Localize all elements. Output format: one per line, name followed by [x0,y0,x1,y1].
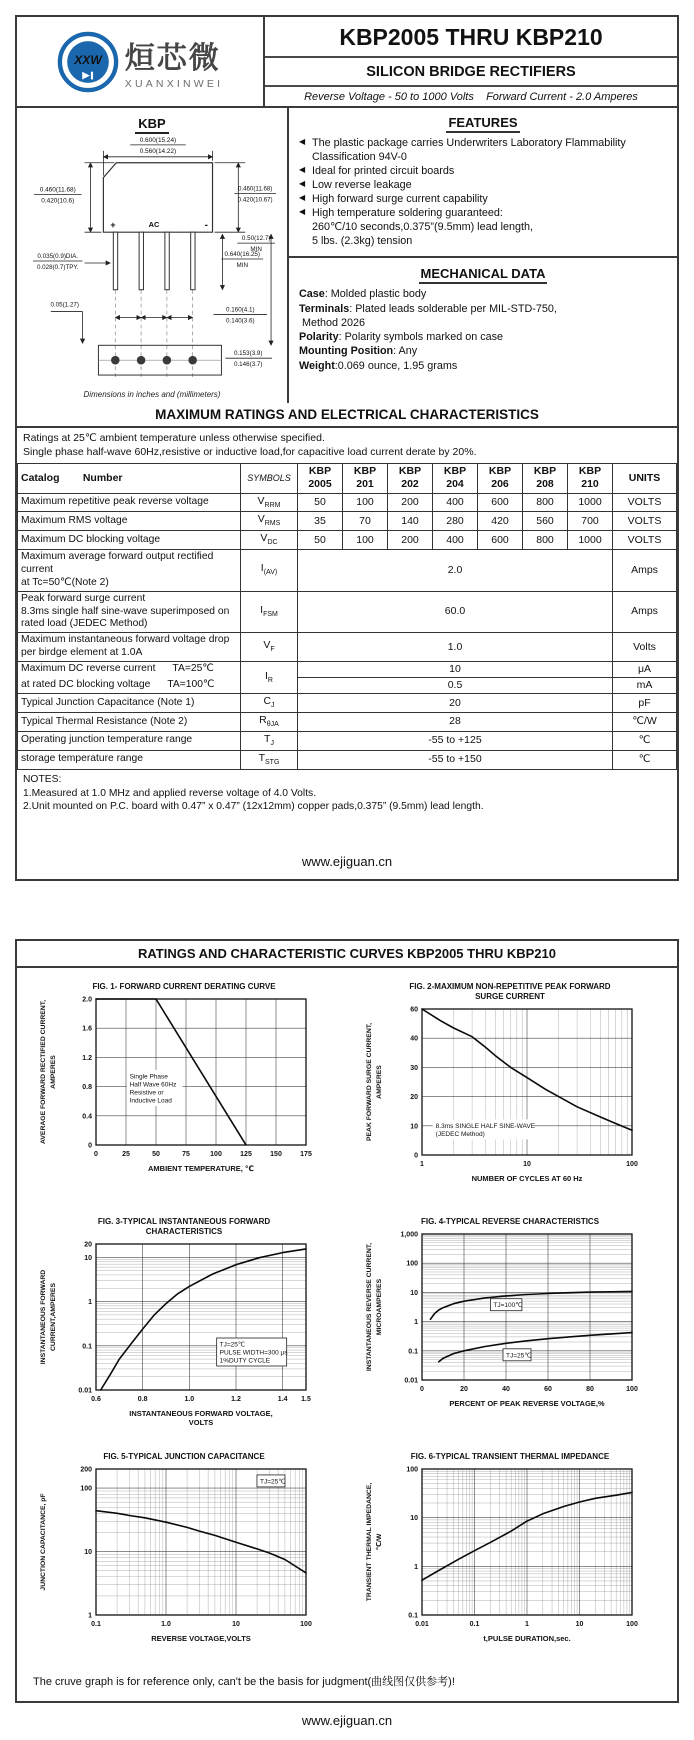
symbol-cell: $R_{\theta JA}$ [241,713,298,732]
svg-text:60: 60 [544,1386,552,1394]
units-cell: VOLTS [613,493,677,512]
value-cell: 600 [478,493,523,512]
svg-text:10: 10 [84,1255,92,1263]
units-cell: VOLTS [613,531,677,550]
parameter-cell: Maximum repetitive peak reverse voltage [18,493,241,512]
svg-text:Single Phase: Single Phase [129,1073,168,1081]
mechanical-data-line: Case: Molded plastic body [299,288,427,301]
svg-text:℃/W: ℃/W [376,1534,383,1551]
units-cell: Volts [613,633,677,662]
symbol-cell: $T_J$ [241,731,298,750]
mechanical-data-line: Weight:0.069 ounce, 1.95 grams [299,359,458,372]
top-section [17,108,677,403]
svg-text:60: 60 [410,1006,418,1014]
svg-text:2.0: 2.0 [82,996,92,1004]
svg-text:AVERAGE FORWARD RECTIFIED CURR: AVERAGE FORWARD RECTIFIED CURRENT, [40,1000,47,1145]
value-cell: 200 [388,493,433,512]
value-cell: 50 [298,531,343,550]
units-cell: VOLTS [613,512,677,531]
value-cell: 100 [343,531,388,550]
svg-text:40: 40 [502,1386,510,1394]
svg-text:40: 40 [410,1035,418,1043]
svg-text:25: 25 [122,1151,130,1159]
svg-text:1: 1 [414,1564,418,1572]
dim-pad-max: 0.153(3.9) [233,350,263,358]
value-cell: -55 to +125 [298,731,613,750]
svg-text:INSTANTANEOUS REVERSE CURRENT,: INSTANTANEOUS REVERSE CURRENT, [366,1243,373,1372]
table-row [18,713,677,732]
table-row [18,750,677,769]
table-row [18,633,677,662]
units-cell: mA [613,678,677,694]
characteristic-curves-grid [17,968,677,1663]
figure-title: FIG. 1- FORWARD CURRENT DERATING CURVE [92,982,276,992]
svg-text:80: 80 [586,1386,594,1394]
mechanical-data-line: Polarity: Polarity symbols marked on case [299,331,504,343]
svg-text:AMPERES: AMPERES [50,1055,57,1090]
col-header-device: KBP 206 [478,464,523,493]
disclaimer-text: The cruve graph is for reference only, can't be the basis for judgment(曲线图仅供参考)! [33,1676,455,1689]
dim-side-min: MIN [250,246,262,254]
svg-text:100: 100 [300,1621,312,1629]
value-cell: 600 [478,531,523,550]
ratings-tagline: Reverse Voltage - 50 to 1000 Volts Forward Current - 2.0 Amperes [304,91,638,103]
svg-text:0.6: 0.6 [91,1396,101,1404]
bullet-arrow-icon: ◀ [299,137,306,146]
table-row [18,591,677,633]
svg-text:10: 10 [523,1161,531,1169]
dim-offset: 0.05(1.27) [50,301,79,309]
value-cell: 1000 [568,531,613,550]
dim-right-max: 0.460(11.68) [237,185,273,193]
svg-text:TJ=25℃: TJ=25℃ [259,1478,286,1486]
dim-top-min: 0.560(14.22) [139,147,177,155]
col-header-device: KBP 208 [523,464,568,493]
table-row [18,662,677,678]
col-header-symbols: SYMBOLS [241,464,298,493]
svg-text:PERCENT OF PEAK REVERSE VOLTAG: PERCENT OF PEAK REVERSE VOLTAGE,% [449,1399,605,1409]
ratings-conditions: Ratings at 25℃ ambient temperature unless otherwise specified. Single phase half-wave 60Hz,resistive or inductive load,for capacitive load current derate by 20%. [23,432,477,459]
mechanical-data-line: Terminals: Plated leads solderable per MIL-STD-750, [299,302,557,315]
svg-text:0.1: 0.1 [408,1612,418,1620]
table-row [18,694,677,713]
svg-text:1: 1 [525,1621,529,1629]
units-cell: Amps [613,550,677,592]
figure-title: FIG. 4-TYPICAL REVERSE CHARACTERISTICS [420,1217,600,1227]
figure-fig1 [21,982,347,1203]
svg-text:10: 10 [410,1123,418,1131]
units-cell: μA [613,662,677,678]
value-cell: 1.0 [298,633,613,662]
parameter-cell: Operating junction temperature range [18,731,241,750]
features-section [289,108,677,258]
figure-plot [34,1238,334,1438]
svg-text:AMPERES: AMPERES [376,1065,383,1100]
dim-lead-dia: 0.035(0.9)DIA. [37,253,79,260]
svg-text:0: 0 [414,1152,418,1160]
svg-text:1: 1 [88,1299,92,1307]
svg-text:INSTANTANEOUS FORWARD VOLTAGE,: INSTANTANEOUS FORWARD VOLTAGE, [129,1409,273,1419]
table-row [18,550,677,592]
symbol-cell: $I_{(AV)}$ [241,550,298,592]
bullet-arrow-icon: ◀ [299,207,306,217]
svg-text:10: 10 [232,1621,240,1629]
value-cell: 140 [388,512,433,531]
figure-fig6 [347,1452,673,1663]
parameter-cell: Peak forward surge current 8.3ms single half sine-wave superimposed on rated load (JEDEC Method) [18,591,241,633]
polarity-minus-mark: - [204,220,208,232]
svg-text:PULSE WIDTH=300 μs: PULSE WIDTH=300 μs [219,1349,288,1357]
svg-text:TRANSIENT THERMAL IMPEDANCE,: TRANSIENT THERMAL IMPEDANCE, [366,1483,373,1602]
package-name: KBP [19,116,285,131]
svg-text:VOLTS: VOLTS [188,1418,214,1428]
brand-logo [17,17,265,106]
notes-block: NOTES: 1.Measured at 1.0 MHz and applied reverse voltage of 4.0 Volts. 2.Unit mounted on P.C. board with 0.47” x 0.47” (12x12mm) copper pads,0.375” (9.5mm) lead length. [23,773,484,813]
ratings-section-heading: MAXIMUM RATINGS AND ELECTRICAL CHARACTERISTICS [17,403,677,428]
value-cell: 60.0 [298,591,613,633]
symbol-cell: $V_F$ [241,633,298,662]
table-row [18,731,677,750]
value-cell: 700 [568,512,613,531]
svg-text:MICROAMPERES: MICROAMPERES [376,1279,383,1336]
svg-text:1.0: 1.0 [184,1396,195,1404]
col-header-device: KBP 210 [568,464,613,493]
value-cell: -55 to +150 [298,750,613,769]
svg-text:0.1: 0.1 [408,1348,418,1356]
symbol-cell: $V_{DC}$ [241,531,298,550]
drawing-caption: Dimensions in inches and (millimeters) [83,390,221,399]
svg-text:1.0: 1.0 [161,1621,171,1629]
mechanical-data-heading: MECHANICAL DATA [299,266,667,281]
svg-text:TJ=25℃: TJ=25℃ [219,1341,246,1349]
value-cell: 35 [298,512,343,531]
svg-text:0.1: 0.1 [82,1343,92,1351]
figure-title: FIG. 5-TYPICAL JUNCTION CAPACITANCE [103,1452,265,1462]
figure-plot [360,1463,660,1663]
svg-text:10: 10 [575,1621,584,1629]
units-cell: ℃ [613,750,677,769]
parameter-cell: Maximum average forward output rectified current at Tc=50℃(Note 2) [18,550,241,592]
table-row [18,531,677,550]
table-row [18,493,677,512]
figure-title: FIG. 6-TYPICAL TRANSIENT THERMAL IMPEDANCE [410,1452,610,1462]
dim-pitch-max: 0.160(4.1) [226,306,255,314]
svg-text:20: 20 [460,1386,468,1394]
parameter-cell: Maximum instantaneous forward voltage drop per birdge element at 1.0A [18,633,241,662]
package-leads [113,232,195,290]
dim-top-max: 0.600(15.24) [139,136,177,144]
feature-item: ◀ High temperature soldering guaranteed: [299,207,503,220]
svg-text:100: 100 [406,1466,418,1474]
polarity-plus-mark: + [110,220,116,231]
logo-letters: XXW [73,52,102,67]
svg-text:Inductive Load: Inductive Load [129,1097,172,1105]
package-drawing-panel [17,108,289,403]
value-cell: 400 [433,531,478,550]
svg-text:1.5: 1.5 [301,1396,311,1404]
parameter-cell: at rated DC blocking voltage TA=100℃ [18,678,241,694]
symbol-cell: $C_J$ [241,694,298,713]
svg-text:JUNCTION CAPACITANCE, pF: JUNCTION CAPACITANCE, pF [40,1493,47,1591]
svg-text:100: 100 [406,1260,418,1268]
features-heading: FEATURES [299,115,667,130]
col-header-device: KBP 2005 [298,464,343,493]
product-subtitle: SILICON BRIDGE RECTIFIERS [265,58,677,87]
value-cell: 200 [388,531,433,550]
svg-text:175: 175 [300,1151,312,1159]
svg-text:100: 100 [80,1485,92,1493]
value-cell: 800 [523,493,568,512]
dim-right-min: 0.420(10.67) [237,196,273,204]
value-cell: 400 [433,493,478,512]
feature-item: 5 lbs. (2.3kg) tension [312,235,413,248]
svg-text:50: 50 [152,1151,160,1159]
dim-lead-dia-typ: 0.028(0.7)TPY. [36,263,79,271]
svg-text:0.01: 0.01 [415,1621,429,1629]
col-header-device: KBP 201 [343,464,388,493]
svg-text:1%DUTY CYCLE: 1%DUTY CYCLE [219,1357,271,1365]
svg-text:0.4: 0.4 [82,1113,92,1121]
svg-text:100: 100 [626,1621,638,1629]
svg-text:100: 100 [626,1161,638,1169]
bullet-arrow-icon: ◀ [299,193,306,203]
value-cell: 0.5 [298,678,613,694]
part-number-title: KBP2005 THRU KBP210 [265,17,677,58]
feature-item: ◀ Low reverse leakage [299,179,412,192]
table-row [18,512,677,531]
svg-text:TJ=100℃: TJ=100℃ [493,1302,523,1310]
svg-text:1.2: 1.2 [231,1396,241,1404]
value-cell: 420 [478,512,523,531]
curves-section-heading: RATINGS AND CHARACTERISTIC CURVES KBP2005 THRU KBP210 [17,941,677,968]
col-header-units: UNITS [613,464,677,493]
parameter-cell: Typical Junction Capacitance (Note 1) [18,694,241,713]
feature-item: 260℃/10 seconds,0.375”(9.5mm) lead length, [312,221,533,234]
parameter-cell: Maximum RMS voltage [18,512,241,531]
svg-text:20: 20 [84,1241,92,1249]
svg-text:10: 10 [410,1515,418,1523]
value-cell: 800 [523,531,568,550]
title-block [265,17,677,106]
svg-text:t,PULSE DURATION,sec.: t,PULSE DURATION,sec. [483,1634,571,1644]
svg-text:10: 10 [410,1290,418,1298]
brand-name-en: XUANXINWEI [124,78,224,90]
symbol-cell: $V_{RRM}$ [241,493,298,512]
figure-plot [34,993,334,1193]
svg-text:1: 1 [88,1612,92,1620]
figure-plot [360,1228,660,1428]
figure-plot [360,1003,660,1203]
feature-item: ◀ The plastic package carries Underwriters Laboratory Flammability Classification 94V-0 [299,137,626,164]
value-cell: 2.0 [298,550,613,592]
parameter-cell: Maximum DC reverse current TA=25℃ [18,662,241,678]
svg-text:200: 200 [80,1466,92,1474]
value-cell: 28 [298,713,613,732]
dim-lead-length-min: MIN [236,261,249,269]
svg-text:PEAK FORWARD SURGE CURRENT,: PEAK FORWARD SURGE CURRENT, [366,1023,373,1142]
datasheet-page-1 [15,15,679,881]
header [17,17,677,108]
value-cell: 1000 [568,493,613,512]
parameter-cell: Typical Thermal Resistance (Note 2) [18,713,241,732]
units-cell: ℃ [613,731,677,750]
svg-text:TJ=25℃: TJ=25℃ [506,1352,532,1360]
website-url-footer: www.ejiguan.cn [301,1713,393,1729]
mechanical-data-section [289,258,677,403]
units-cell: ℃/W [613,713,677,732]
svg-text:0.01: 0.01 [404,1377,418,1385]
mechanical-data-line: Method 2026 [299,316,366,329]
figure-fig4 [347,1217,673,1438]
svg-text:20: 20 [410,1094,418,1102]
svg-text:0.8: 0.8 [82,1084,92,1092]
logo-mark-icon [57,31,119,93]
parameter-cell: Maximum DC blocking voltage [18,531,241,550]
bullet-arrow-icon: ◀ [299,165,306,175]
value-cell: 20 [298,694,613,713]
svg-text:1,000: 1,000 [400,1231,418,1239]
svg-text:0: 0 [420,1386,424,1394]
dim-side: 0.50(12.7) [241,235,271,243]
svg-text:150: 150 [270,1151,282,1159]
value-cell: 70 [343,512,388,531]
svg-text:125: 125 [240,1151,252,1159]
figure-plot [34,1463,334,1663]
polarity-ac-mark: AC [148,220,160,230]
svg-text:(JEDEC Method): (JEDEC Method) [435,1131,485,1139]
svg-text:0.1: 0.1 [91,1621,101,1629]
bullet-arrow-icon: ◀ [299,179,306,189]
svg-text:100: 100 [626,1386,638,1394]
value-cell: 280 [433,512,478,531]
svg-text:0.1: 0.1 [469,1621,480,1629]
svg-text:8.3ms SINGLE HALF SINE-WAVE: 8.3ms SINGLE HALF SINE-WAVE [435,1123,536,1131]
svg-text:1.2: 1.2 [82,1055,92,1063]
svg-text:AMBIENT TEMPERATURE, ℃: AMBIENT TEMPERATURE, ℃ [147,1164,255,1174]
figure-fig3 [21,1217,347,1438]
svg-text:REVERSE VOLTAGE,VOLTS: REVERSE VOLTAGE,VOLTS [151,1634,251,1644]
feature-item: ◀ High forward surge current capability [299,193,488,206]
svg-text:CURRENT,AMPERES: CURRENT,AMPERES [50,1283,57,1352]
svg-text:0.01: 0.01 [78,1387,92,1395]
col-header-device: KBP 204 [433,464,478,493]
dim-left-max: 0.460(11.68) [39,186,76,194]
value-cell: 100 [343,493,388,512]
value-cell: 560 [523,512,568,531]
figure-title: FIG. 2-MAXIMUM NON-REPETITIVE PEAK FORWARD SURGE CURRENT [409,982,611,1002]
col-header-device: KBP 202 [388,464,433,493]
symbol-cell: $I_R$ [241,662,298,694]
figure-fig2 [347,982,673,1203]
svg-text:NUMBER OF CYCLES AT 60 Hz: NUMBER OF CYCLES AT 60 Hz [471,1174,583,1184]
figure-title: FIG. 3-TYPICAL INSTANTANEOUS FORWARD CHARACTERISTICS [97,1217,271,1237]
svg-text:Resistive or: Resistive or [129,1089,164,1097]
lead-centerlines [115,234,192,377]
svg-text:INSTANTANEOUS FORWARD: INSTANTANEOUS FORWARD [40,1270,47,1365]
value-cell: 50 [298,493,343,512]
dim-pad-min: 0.146(3.7) [233,361,263,369]
feature-item: ◀ Ideal for printed circuit boards [299,165,455,178]
package-outline-drawing [26,133,278,383]
svg-text:10: 10 [84,1549,92,1557]
svg-text:1.4: 1.4 [277,1396,288,1404]
svg-text:75: 75 [182,1151,190,1159]
datasheet-page-2 [15,939,679,1703]
dim-lead-length: 0.640(16.25) [224,251,261,259]
units-cell: Amps [613,591,677,633]
units-cell: pF [613,694,677,713]
svg-text:1: 1 [420,1161,424,1169]
website-url: www.ejiguan.cn [301,854,393,870]
svg-text:1.6: 1.6 [82,1025,92,1033]
brand-name-cn: 烜芯微 [124,41,221,76]
figure-fig5 [21,1452,347,1663]
symbol-cell: $V_{RMS}$ [241,512,298,531]
value-cell: 10 [298,662,613,678]
svg-text:0.8: 0.8 [137,1396,148,1404]
svg-text:0: 0 [94,1151,98,1159]
dim-pitch-min: 0.140(3.6) [226,317,255,325]
parameter-cell: storage temperature range [18,750,241,769]
svg-text:30: 30 [410,1065,418,1073]
dim-left-min: 0.420(10.6) [41,197,75,205]
symbol-cell: $T_{STG}$ [241,750,298,769]
table-row [18,678,677,694]
mechanical-data-line: Mounting Position: Any [299,345,418,358]
svg-text:100: 100 [210,1151,222,1159]
svg-text:1: 1 [414,1319,418,1327]
svg-text:Half Wave 60Hz: Half Wave 60Hz [129,1081,177,1089]
ratings-table [17,463,677,769]
svg-text:0: 0 [88,1142,92,1150]
col-header-catalog: Catalog Number [18,464,241,493]
symbol-cell: $I_{FSM}$ [241,591,298,633]
